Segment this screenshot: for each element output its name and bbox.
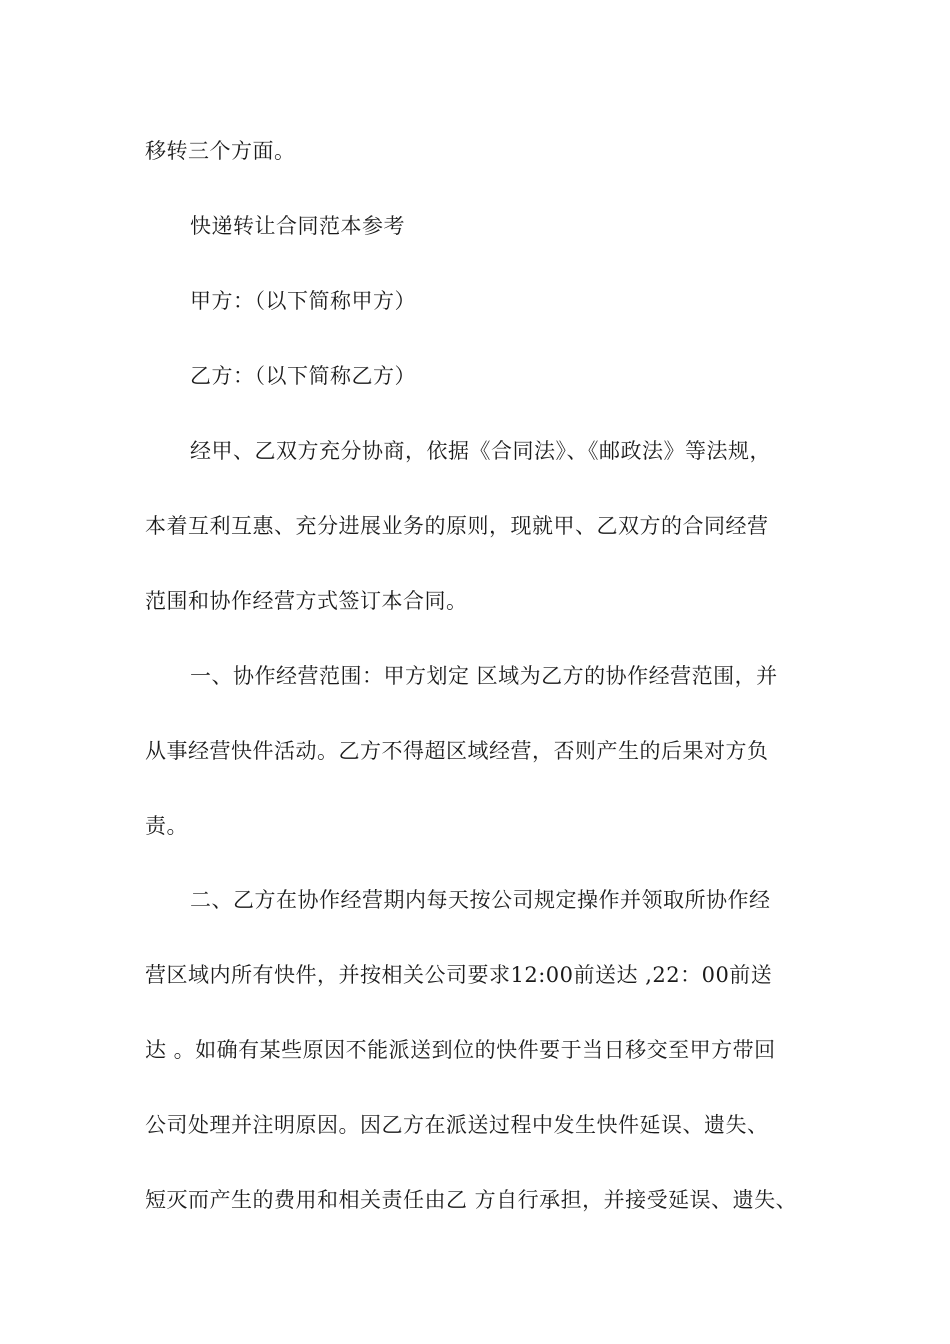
clause-1-line: 从事经营快件活动。乙方不得超区域经营，否则产生的后果对方负: [145, 739, 769, 763]
paragraph-line: 本着互利互惠、充分进展业务的原则，现就甲、乙双方的合同经营: [145, 514, 769, 538]
party-a-line: 甲方：（以下简称甲方）: [190, 289, 416, 313]
paragraph-line: 移转三个方面。: [145, 139, 296, 163]
section-title: 快递转让合同范本参考: [190, 214, 405, 238]
clause-2-line: 短灭而产生的费用和相关责任由乙 方自行承担，并接受延误、遗失、: [145, 1188, 798, 1212]
clause-1-line: 责。: [145, 814, 188, 838]
clause-2-line: 二、乙方在协作经营期内每天按公司规定操作并领取所协作经: [190, 888, 771, 912]
paragraph-line: 经甲、乙双方充分协商，依据《合同法》、《邮政法》等法规，: [190, 439, 771, 463]
party-b-line: 乙方：（以下简称乙方）: [190, 364, 416, 388]
clause-1-line: 一、协作经营范围：甲方划定 区域为乙方的协作经营范围，并: [190, 664, 778, 688]
clause-2-line: 公司处理并注明原因。因乙方在派送过程中发生快件延误、遗失、: [145, 1113, 769, 1137]
paragraph-line: 范围和协作经营方式签订本合同。: [145, 589, 468, 613]
clause-2-line: 达 。如确有某些原因不能派送到位的快件要于当日移交至甲方带回: [145, 1038, 776, 1062]
clause-2-line: 营区域内所有快件，并按相关公司要求12:00前送达 ,22：00前送: [145, 963, 773, 987]
